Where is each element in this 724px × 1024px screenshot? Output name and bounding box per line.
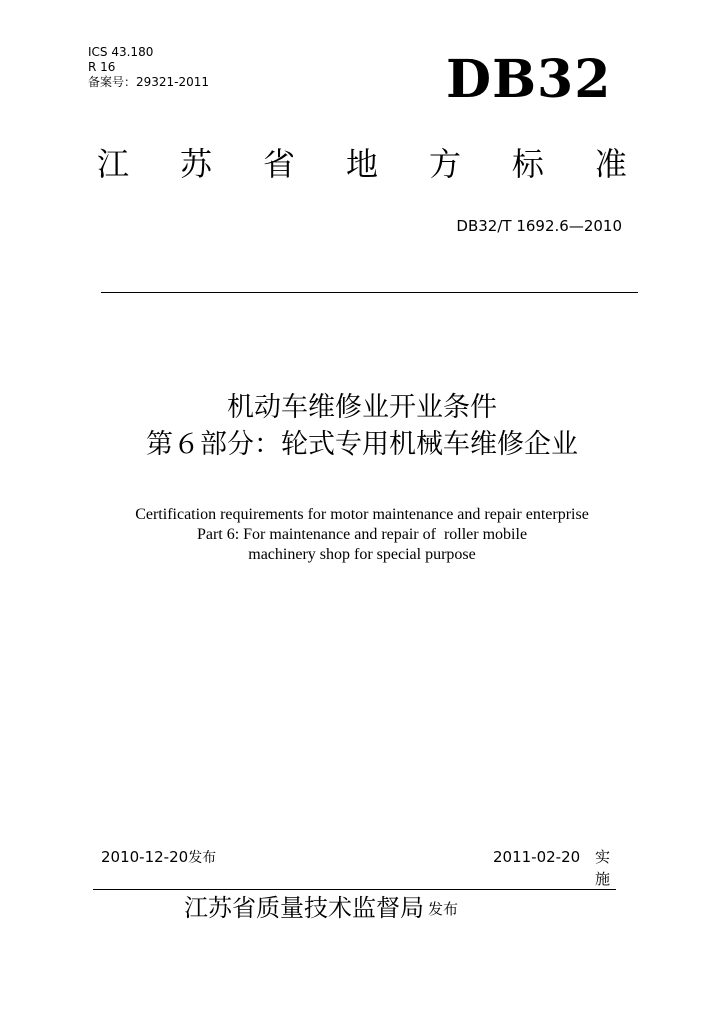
classification-codes xyxy=(88,45,209,90)
standard-type-char: 苏 xyxy=(179,145,212,183)
implement-date: 2011-02-20 xyxy=(493,848,581,866)
title-zh-line2: 第６部分：轮式专用机械车维修企业 xyxy=(146,429,578,460)
title-en-line2: Part 6: For maintenance and repair of roller mobile xyxy=(196,526,528,543)
title-en-line1: Certification requirements for motor maintenance and repair enterprise xyxy=(135,506,589,523)
standard-type-title xyxy=(97,142,627,186)
title-en-line3: machinery shop for special purpose xyxy=(248,546,476,563)
issuer-name: 江苏省质量技术监督局 xyxy=(184,894,424,922)
category-code: R 16 xyxy=(88,60,116,74)
standard-type-char: 方 xyxy=(428,145,461,183)
bottom-divider xyxy=(93,889,616,890)
standard-type-char: 准 xyxy=(594,145,627,183)
publish-date-block xyxy=(101,846,216,869)
publish-label: 发布 xyxy=(188,850,217,866)
db32-logo: DB32 xyxy=(446,49,612,110)
top-divider xyxy=(101,292,638,293)
filing-number: 备案号：29321-2011 xyxy=(88,75,210,89)
implement-date-block xyxy=(493,846,580,868)
standard-type-char: 标 xyxy=(511,145,544,183)
standard-code: DB32/T 1692.6—2010 xyxy=(456,217,622,235)
issuer-label: 发布 xyxy=(428,900,459,918)
title-zh-line1: 机动车维修业开业条件 xyxy=(227,392,497,423)
standard-type-char: 地 xyxy=(345,145,378,183)
implement-label-clip xyxy=(590,846,620,888)
implement-label: 实施 xyxy=(595,848,611,888)
issuer-block xyxy=(184,893,458,924)
standard-type-char: 省 xyxy=(262,145,295,183)
standard-type-char: 江 xyxy=(97,145,130,183)
publish-date: 2010-12-20 xyxy=(101,848,189,866)
ics-code: ICS 43.180 xyxy=(88,45,154,59)
title-en xyxy=(0,505,724,565)
